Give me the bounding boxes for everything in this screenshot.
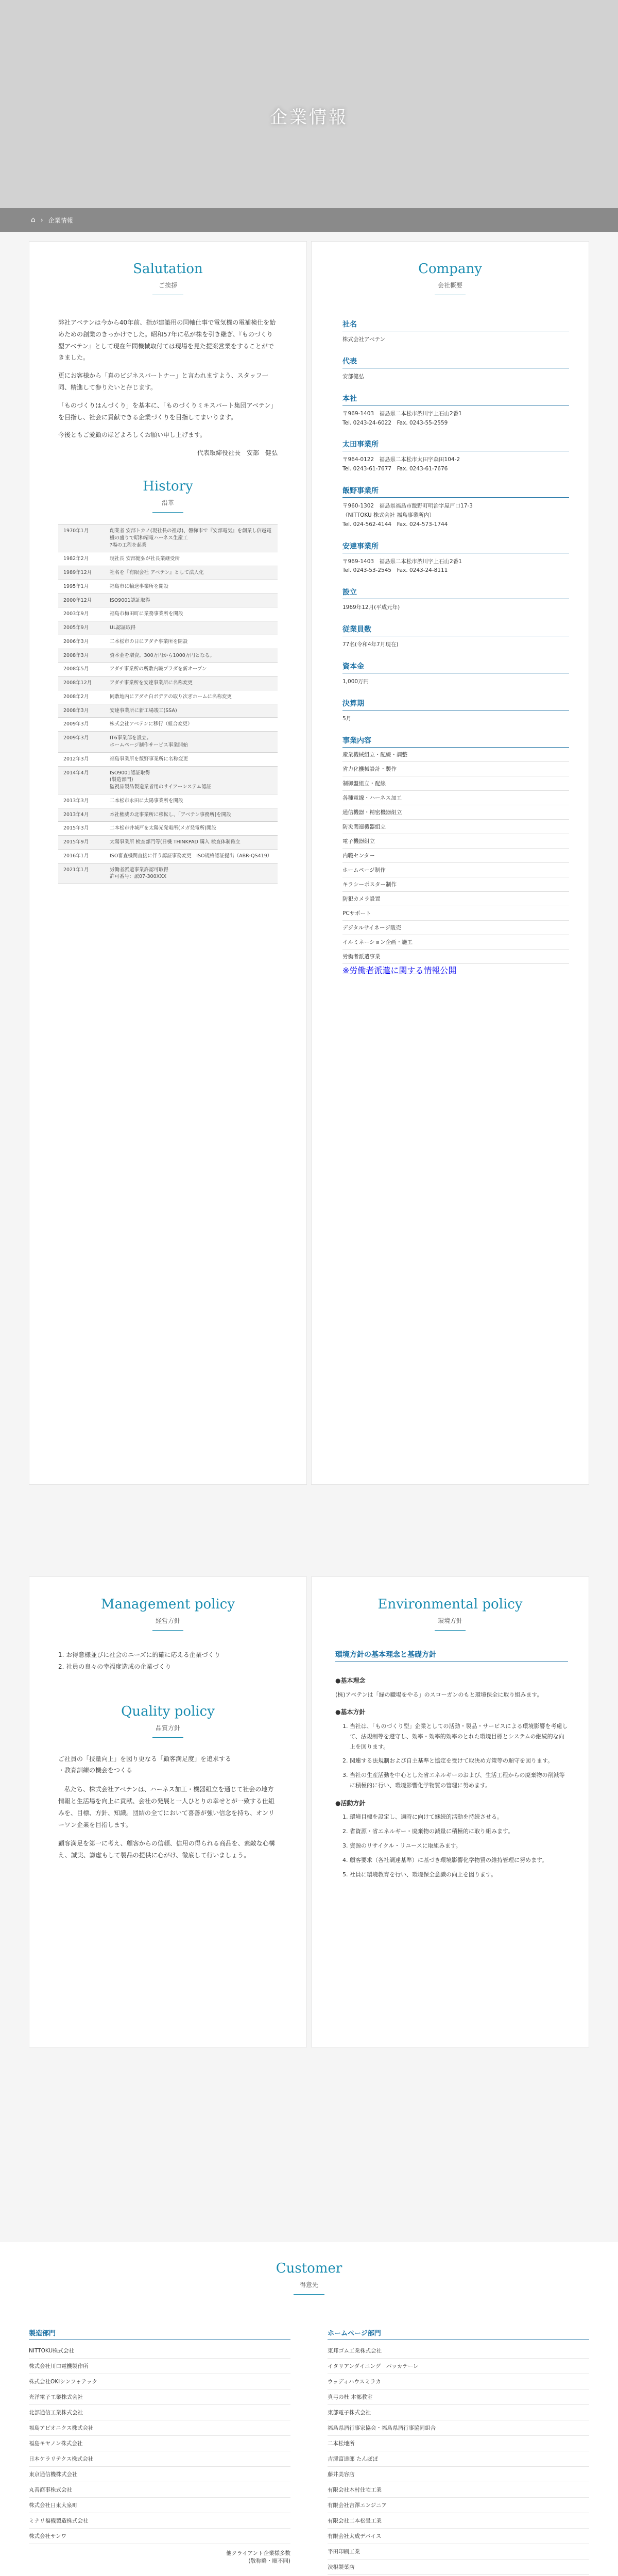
history-date: 2014年4月 [63,770,89,776]
customer-item: 東部電子株式会社 [328,2405,589,2420]
history-desc: 本社権威の北事業所に移転し、「アベテン事務所]を開設 [110,811,231,818]
salutation-card [29,241,307,1485]
company-item-label: 飯野事業所 [342,485,569,498]
history-date: 2000年12月 [63,597,92,603]
company-item-label: 決算期 [342,698,569,710]
history-date: 2008年3月 [63,652,89,658]
customer-item: 福島キヤノン株式会社 [29,2436,290,2451]
business-item: 通信機器・精密機器組立 [342,805,569,820]
history-date: 2008年5月 [63,666,89,672]
customer-item: 北部通信工業株式会社 [29,2405,290,2420]
customer-item: 有限会社吉澤エンジニア [328,2498,589,2513]
dispatch-info-link[interactable]: ※労働者派遣に関する情報公開 [342,965,457,975]
company-title: Company [418,261,482,277]
history-table [58,524,278,884]
policy-item: 2. 関連する法規制および自主基準と協定を受けて取決め方策等の順守を図ります。 [350,1756,568,1766]
quality-paragraph: 私たち、株式会社アベテンは、ハーネス加工・機器組立を通じて社会の地方情報と生活場を向上に貢献、会社の発展と一人ひとりの幸せとが一致する仕組みを、目標、方針、知識。団結の全てにおいて喜善が強い信念を持ち、オンリーワン企業を目指します。 [58,1786,275,1828]
activity-list [350,1812,568,1879]
business-item: 制御盤組立・配線 [342,776,569,791]
web-list [328,2343,589,2576]
policy-item: 1. 当社は、「ものづくり型」企業としての活動・製品・サービスによる環境影響を考慮して、法規制等を遵守し、効率・効率的効率のとれた環境目標とシステムの継続的な向上を図ります。 [350,1721,568,1752]
policy-title: ●基本方針 [335,1708,366,1716]
customer-item: ミナリ福機製造株式会社 [29,2513,290,2529]
customer-item: 平田印刷工業 [328,2544,589,2560]
divider [294,2294,324,2295]
history-row [58,753,278,767]
company-item [342,698,565,724]
customer-item: 丸善商事株式会社 [29,2482,290,2498]
customer-item: 有限会社太成デバイス [328,2529,589,2544]
history-desc: 福島市に輸送事業所を開設 [110,583,169,589]
business-item: 労働者派遣事業 [342,950,569,964]
history-desc: アダチ事業所の所敷内職プラダを新オープン [110,666,207,672]
customer-note: 他クライアント企業様多数 (敬称略・順不同) [226,2550,290,2564]
company-item-value: 株式会社アベテン [342,336,386,343]
business-item: 各種電線・ハーネス加工 [342,791,569,805]
company-item-label: 代表 [342,356,569,368]
history-date: 2008年3月 [63,707,89,714]
history-desc: 現社長 安部健弘が社長業継受所 [110,556,180,562]
history-desc: 安達事業所に新工場竣工(SSA) [110,707,177,714]
history-desc: 福島市梅田町に業務事業所を開設 [110,611,183,617]
history-desc: ISO9001認証取得 [110,597,150,603]
company-item [342,661,565,687]
history-date: 2008年2月 [63,693,89,700]
company-item-value: 〒964-0122 福島県二本松市太田字森田104-2 Tel. 0243-61-7677 Fax. 0243-61-7676 [342,456,460,472]
customer-item: 光洋電子工業株式会社 [29,2389,290,2405]
salutation-title: Salutation [133,261,203,277]
business-list [342,748,565,964]
policy-section [0,1495,618,2242]
company-item-label: 資本金 [342,661,569,673]
policy-list [350,1721,568,1791]
company-subtitle: 会社概要 [437,282,462,289]
business-item: 電子機器組立 [342,834,569,849]
business-item: デジタルサイネージ販売 [342,921,569,935]
history-date: 1995年1月 [63,583,89,589]
history-desc: 二本松市永田に太陽事業所を開設 [110,798,183,804]
company-item-label: 安達事業所 [342,541,569,553]
activity-item: 4. 顧客要求（各社調達基準）に基づき環境影響化学物質の維持管理に努めます。 [350,1855,568,1866]
company-card [311,241,589,1485]
business-item: 防災関連機器組立 [342,820,569,834]
management-title: Management policy [100,1597,235,1612]
list-item: 2. 社員の良々の幸福度造成の企業づくり [58,1663,171,1670]
customer-item: 株式会社OKIシンフォテック [29,2374,290,2389]
customer-item: 有限会社二本松畳工業 [328,2513,589,2529]
manufacturing-list [29,2343,290,2544]
quality-paragraph: 顧客満足を第一に考え、顧客からの信頼、信用の得られる商品を、素敵な心構え、誠実、謙虚もして製品の提供に心がけ、徹底して行いましょう。 [58,1840,275,1859]
history-row [58,808,278,822]
business-item: PCサポート [342,906,569,921]
activity-item: 3. 資源のリサイクル・リユースに取組みます。 [350,1841,568,1851]
greeting-text [29,295,306,459]
history-row [58,580,278,594]
company-item-label: 太田事業所 [342,439,569,451]
company-item-label: 従業員数 [342,624,569,636]
company-item [342,587,565,613]
divider [435,1630,466,1631]
history-date: 2009年3月 [63,721,89,727]
page-title: 企業情報 [270,107,348,128]
signature: 代表取締役社長 安部 健弘 [197,449,278,457]
history-date: 2012年3月 [63,756,89,762]
basic-title: ●基本理念 [335,1677,366,1684]
history-row [58,607,278,621]
history-date: 1982年2月 [63,556,89,562]
customer-item: 真弓の杜 本部教室 [328,2389,589,2405]
activity-item: 1. 環境目標を設定し、適時に向けて継続的活動を持続させる。 [350,1812,568,1822]
history-row [58,794,278,808]
history-date: 2021年1月 [63,867,89,873]
management-list [29,1631,306,1673]
customer-item: NITTOKU株式会社 [29,2343,290,2359]
company-item-label: 本社 [342,393,569,405]
history-date: 1989年12月 [63,570,92,576]
company-item-value: 77名(令和4年7月現在) [342,641,399,648]
company-item-label: 設立 [342,587,569,599]
history-desc: アダチ事業所を安達事業所に名称変更 [110,680,193,686]
company-item-value: 5月 [342,715,352,722]
activity-item: 2. 省資源・省エネルギー・廃棄物の減量に積極的に取り組みます。 [350,1826,568,1837]
greeting-paragraph: 「ものづくりはんづくり」を基本に、「ものづくりミキスパート集団アベテン」を目指し、社会に貢献できる企業づくりを目指してまいります。 [58,401,277,421]
management-subtitle: 経営方針 [155,1617,180,1624]
history-desc: IT6事業部を設立。 ホームページ制作サービス事業開始 [110,735,188,748]
customer-item: 吉澤富達郎 たんぽぽ [328,2451,589,2467]
salutation-subtitle: ご挨拶 [158,282,177,289]
customer-item: 株式会社日東大泉町 [29,2498,290,2513]
history-desc: 同敷地内にアダチ白ボデアの取り次ぎホームに名称変更 [110,693,232,700]
business-item: ホームページ制作 [342,863,569,877]
history-date: 2013年3月 [63,798,89,804]
customer-item: 株式会社川口電機製作所 [29,2359,290,2374]
customer-item: 東邦ゴム工業株式会社 [328,2343,589,2359]
history-desc: ISO審査機関直接に伴う認証事務変更 ISO規格認証提出（ABR-QS419） [110,853,272,859]
activity-item: 5. 社員に環境教育を行い、環境保全意識の向上を図ります。 [350,1870,568,1880]
history-row [58,635,278,649]
quality-title: Quality policy [121,1703,215,1719]
web-head: ホームページ部門 [328,2328,589,2340]
history-desc: 福島事業所を飯野事業所に名称変更 [110,756,188,762]
customer-subtitle: 得意先 [299,2281,318,2289]
history-date: 2016年1月 [63,853,89,859]
customer-item: 二本松地所 [328,2436,589,2451]
business-item: イルミネーション企画・施工 [342,935,569,950]
customer-column-right [328,2328,589,2576]
history-row [58,836,278,850]
business-label: 事業内容 [342,735,569,748]
history-row [58,850,278,863]
environment-body [312,1662,589,1879]
customer-columns [29,2328,589,2576]
history-row [58,663,278,676]
environment-subtitle: 環境方針 [437,1617,462,1624]
history-row [58,822,278,836]
breadcrumb [0,208,618,232]
history-row [58,621,278,635]
environment-heading: 環境方針の基本理念と基礎方針 [335,1649,568,1662]
history-subtitle: 沿革 [161,499,174,506]
company-item-value: 〒960-1302 福島県福島市飯野町明治字屋戸口17-3 （NITTOKU 株式会社 福島事業所内） Tel. 024-562-4144 Fax. 024-573-1744 [342,503,473,528]
history-row [58,690,278,704]
customer-column-left [29,2328,290,2576]
business-item: 省力化機械設計・製作 [342,762,569,776]
breadcrumb-separator: › [40,216,43,224]
history-date: 2008年12月 [63,680,92,686]
greeting-paragraph: 弊社アベテンは今から40年前、指が建築用の同軸仕事で電気機の電補検仕を始めための創業のきっかけでした。昭和57年に私が株を引き継ぎ、『ものづくり型アベテン』として現在年間機械取付ては現場を見た提案営業をすることができました。 [58,319,276,362]
company-item-value: 〒969-1403 福島県二本松市渋川字上石山2番1 Tel. 0243-53-2545 Fax. 0243-24-8111 [342,558,462,574]
history-desc: 株式会社アベテンに移行（組合変更） [110,721,193,727]
history-date: 2009年3月 [63,735,89,741]
history-date: 2003年9月 [63,611,89,617]
management-card [29,1577,307,2047]
business-block [342,735,565,976]
company-item [342,439,565,474]
history-date: 2015年9月 [63,839,89,845]
business-item: 内職センター [342,849,569,863]
quality-text [29,1738,306,1861]
environment-title: Environmental policy [377,1597,523,1612]
history-row [58,732,278,753]
quality-subtitle: 品質方針 [155,1724,180,1732]
policy-item: 3. 当社の生産活動を中心とした省エネルギーのおよび、生活工程からの廃棄物の削減等に積極的に行い、環境影響化学物質の管理に努めます。 [350,1770,568,1791]
history-row [58,767,278,794]
company-item [342,356,565,382]
company-item-value: 1,000万円 [342,678,369,685]
manufacturing-head: 製造部門 [29,2328,290,2340]
company-profile [312,295,589,976]
hero-banner [0,0,618,208]
history-row [58,524,278,552]
customer-item: 渋根製菓店 [328,2560,589,2575]
customer-item: 株式会社サンワ [29,2529,290,2544]
history-desc: 二本松市井城戸を太陽光発電所(メガ発電所)開設 [110,825,216,832]
history-desc: UL認証取得 [110,625,136,631]
history-row [58,552,278,566]
customer-item: 藤井美容店 [328,2467,589,2482]
business-item: キラシーポスター制作 [342,877,569,892]
customer-item: ウッディハウスミラカ [328,2374,589,2389]
history-row [58,566,278,580]
history-date: 1970年1月 [63,528,89,534]
environment-card [311,1577,589,2047]
history-title: History [143,478,193,494]
company-item-label: 社名 [342,319,569,331]
history-date: 2005年9月 [63,625,89,631]
greeting-paragraph: 今後ともご愛顧のほどよろしくお願い申し上げます。 [58,431,207,439]
divider [152,512,183,513]
customer-item: 福島県酒行事家協会・福島県酒行事協同組合 [328,2420,589,2436]
basic-text: (株)アベテンは「緑の職場をやる」のスローガンのもと環境保全に取り組みます。 [335,1691,543,1698]
greeting-paragraph: 更にお客様から「真のビジネスパートナー」と言われますよう、スタッフ一同、精進して参りたいと存じます。 [58,372,268,391]
business-item: 産業機械組立・配線・調整 [342,748,569,762]
company-item [342,624,565,650]
customer-title: Customer [276,2261,342,2276]
company-item [342,319,565,345]
history-date: 2006年3月 [63,638,89,645]
history-desc: 太陽事業所 検査部門等(日機 THINKPAD 購入 検査体制確立 [110,839,241,845]
history-desc: 二本松市の日にアダチ事業所を開設 [110,638,188,645]
company-item-value: 〒969-1403 福島県二本松市渋川字上石山2番1 Tel. 0243-24-6022 Fax. 0243-55-2559 [342,410,462,426]
about-section [0,232,618,1495]
history-desc: 労働者派遣事業許認可取得 許可番号：派07-300XXX [110,867,169,880]
history-row [58,704,278,718]
history-row [58,863,278,885]
history-desc: 社名を『有限会社 アベテン』として法人化 [110,570,204,576]
home-icon[interactable]: ⌂ [31,216,36,224]
customer-item: 東京通信機株式会社 [29,2467,290,2482]
quality-paragraph: ご社員の「技量向上」を図り更なる「顧客満足度」を追求する ・教育訓練の機会をつくる [58,1755,232,1774]
history-desc: 創業者 安部トカノ(現社長の祖母)、磐梯市で『安部電気』を創業し信越電機の盛りで昭和精電ハーネス生産工 ?場の工程を起業 [110,528,272,548]
history-row [58,718,278,732]
history-row [58,649,278,663]
customer-item: 福島アピオニクス株式会社 [29,2420,290,2436]
history-date: 2013年4月 [63,811,89,818]
customer-section [0,2261,618,2576]
breadcrumb-current: 企業情報 [48,216,73,224]
company-item [342,485,565,530]
history-desc: 資本金を増資。300万円から1000万円となる。 [110,652,215,658]
customer-item: 日本ケラリテクス株式会社 [29,2451,290,2467]
activity-title: ●活動方針 [335,1799,366,1807]
history-date: 2015年3月 [63,825,89,832]
business-item: 防犯カメラ設置 [342,892,569,906]
customer-item: 有限会社木村住宅工業 [328,2482,589,2498]
customer-item: イタリアンダイニング パッカテーレ [328,2359,589,2374]
history-row [58,594,278,608]
history-desc: ISO9001認証取得 (製造部門) 監視品製品製造業者用のサイアーシステム認証 [110,770,212,790]
list-item: 1. お得意様並びに社会のニーズに的確に応える企業づくり [58,1651,220,1658]
company-item-value: 安部健弘 [342,373,364,380]
history-row [58,676,278,690]
company-item [342,541,565,576]
company-item [342,393,565,428]
company-item-value: 1969年12月(平成元年) [342,604,400,611]
